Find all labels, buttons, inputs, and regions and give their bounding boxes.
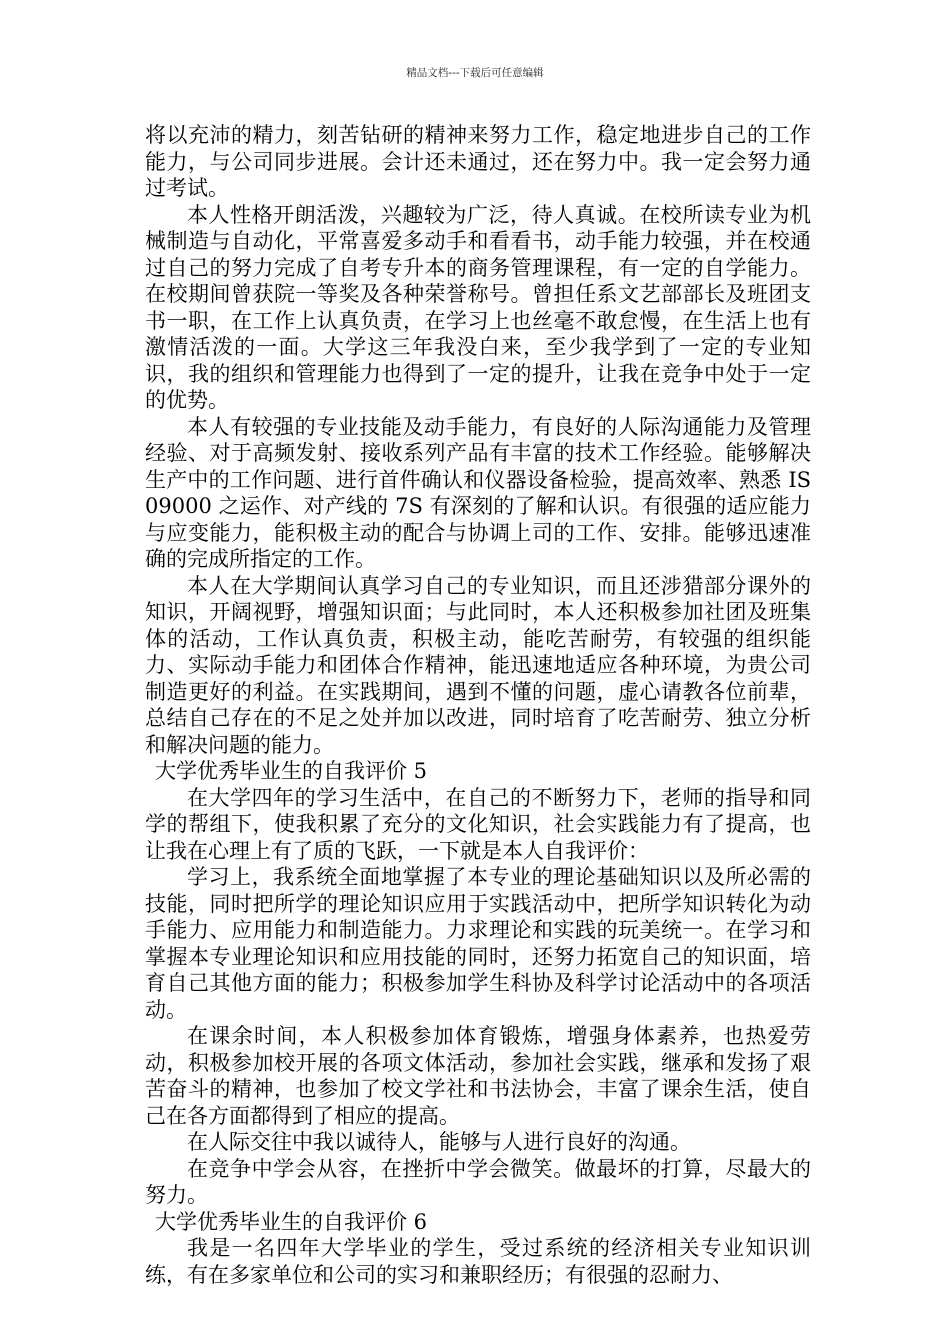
paragraph: 本人性格开朗活泼，兴趣较为广泛，待人真诚。在校所读专业为机械制造与自动化，平常喜爱多动手和看看书，动手能力较强，并在校通过自己的努力完成了自考专升本的商务管理课程，有一定的自学能力。在校期间曾获院一等奖及各种荣誉称号。曾担任系文艺部部长及班团支书一职，在工作上认真负责，在学习上也丝毫不敢怠慢，在生活上也有激情活泼的一面。大学这三年我没白来，至少我学到了一定的专业知识，我的组织和管理能力也得到了一定的提升，让我在竞争中处于一定的优势。 (145, 202, 811, 412)
page-header: 精品文档---下载后可任意编辑 (406, 67, 544, 79)
paragraph: 在竞争中学会从容，在挫折中学会微笑。做最坏的打算，尽最大的努力。 (145, 1156, 811, 1207)
paragraph: 在大学四年的学习生活中，在自己的不断努力下，老师的指导和同学的帮组下，使我积累了充分的文化知识，社会实践能力有了提高，也让我在心理上有了质的飞跃，一下就是本人自我评价： (145, 785, 811, 863)
paragraph: 我是一名四年大学毕业的学生，受过系统的经济相关专业知识训练，有在多家单位和公司的实习和兼职经历；有很强的忍耐力、 (145, 1236, 811, 1287)
paragraph: 学习上，我系统全面地掌握了本专业的理论基础知识以及所必需的技能，同时把所学的理论知识应用于实践活动中，把所学知识转化为动手能力、应用能力和制造能力。力求理论和实践的玩美统一。在学习和掌握本专业理论知识和应用技能的同时，还努力拓宽自己的知识面，培育自己其他方面的能力；积极参加学生科协及科学讨论活动中的各项活动。 (145, 865, 811, 1022)
section-heading: 大学优秀毕业生的自我评价 5 (155, 759, 428, 783)
paragraph: 将以充沛的精力，刻苦钻研的精神来努力工作，稳定地进步自己的工作能力，与公司同步进展。会计还未通过，还在努力中。我一定会努力通过考试。 (145, 123, 811, 200)
section-heading: 大学优秀毕业生的自我评价 6 (155, 1209, 428, 1234)
paragraph: 在课余时间，本人积极参加体育锻炼，增强身体素养，也热爱劳动，积极参加校开展的各项文体活动，参加社会实践，继承和发扬了艰苦奋斗的精神，也参加了校文学社和书法协会，丰富了课余生活，使自己在各方面都得到了相应的提高。 (145, 1024, 811, 1128)
paragraph: 本人在大学期间认真学习自己的专业知识，而且还涉猎部分课外的知识，开阔视野，增强知识面；与此同时，本人还积极参加社团及班集体的活动，工作认真负责，积极主动，能吃苦耐劳，有较强的组织能力、实际动手能力和团体合作精神，能迅速地适应各种环境，为贵公司制造更好的利益。在实践期间，遇到不懂的问题，虚心请教各位前辈，总结自己存在的不足之处并加以改进，同时培育了吃苦耐劳、独立分析和解决问题的能力。 (145, 573, 811, 757)
paragraph: 在人际交往中我以诚待人，能够与人进行良好的沟通。 (187, 1130, 691, 1154)
paragraph: 本人有较强的专业技能及动手能力，有良好的人际沟通能力及管理经验、对于高频发射、接收系列产品有丰富的技术工作经验。能够解决生产中的工作问题、进行首件确认和仪器设备检验，提高效率、熟悉 IS09000 之运作、对产线的 7S 有深刻的了解和认识。有很强的适应能力与应变能力，能积极主动的配合与协调上司的工作、安排。能够迅速准确的完成所指定的工作。 (145, 414, 811, 571)
document-body (145, 122, 811, 1288)
